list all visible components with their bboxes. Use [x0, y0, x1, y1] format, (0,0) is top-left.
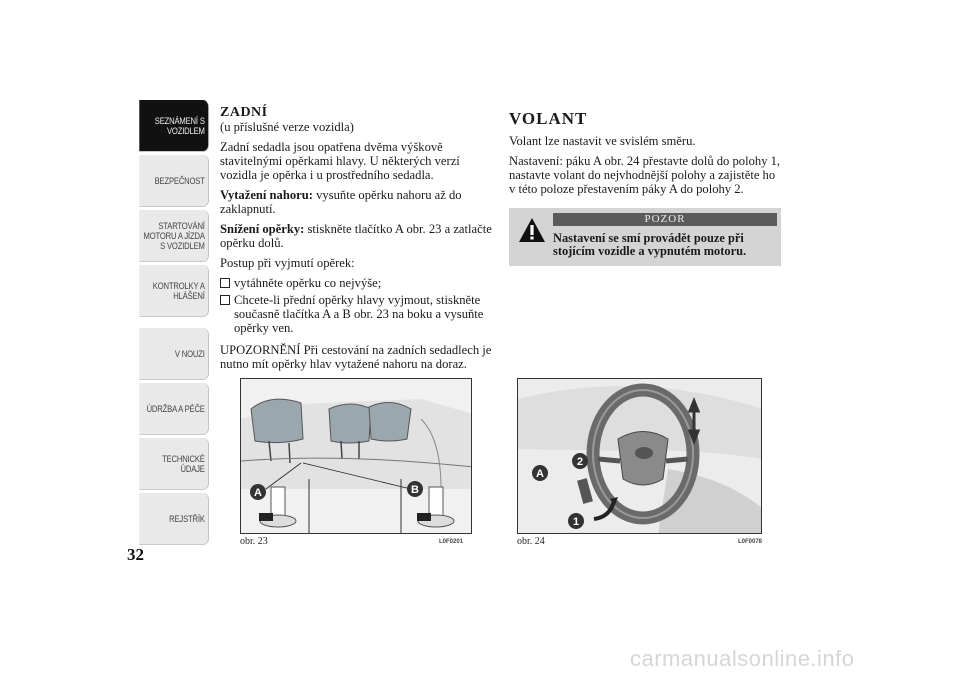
- tab-rejstrik[interactable]: [139, 493, 209, 545]
- figure-label-a: A: [254, 487, 262, 499]
- tab-v-nouzi[interactable]: [139, 328, 209, 380]
- steering-wheel-illustration: [518, 379, 762, 534]
- list-item-text: Chcete-li přední opěrky hlavy vyjmout, stiskněte současně tlačítka A a B obr. 23 na boku a vysuňte opěrky ven.: [234, 293, 484, 335]
- headrests-illustration: [241, 379, 472, 534]
- figure-label-a: A: [536, 468, 544, 480]
- section-heading-volant: VOLANT: [509, 109, 588, 128]
- left-column: [220, 106, 495, 377]
- tab-label: BEZPEČNOST: [154, 175, 205, 186]
- figure-caption-23: obr. 23: [240, 536, 268, 547]
- checkbox-icon: [220, 278, 230, 288]
- tab-startovani[interactable]: [139, 210, 209, 262]
- lower-paragraph: [220, 222, 495, 250]
- figure-caption-24: obr. 24: [517, 536, 545, 547]
- tab-label: REJSTŘÍK: [169, 513, 205, 524]
- tab-bezpecnost[interactable]: [139, 155, 209, 207]
- warning-triangle-icon: [518, 217, 546, 243]
- warning-title: POZOR: [553, 213, 777, 226]
- watermark: carmanualsonline.info: [630, 646, 855, 671]
- intro-paragraph: Zadní sedadla jsou opatřena dvěma výškově stavitelnými opěrkami hlavy. U některých verzí vozidla je opěrka i u prostředního sedadla.: [220, 140, 460, 182]
- warning-text: Nastavení se smí provádět pouze při stojícím vozidle a vypnutém motoru.: [553, 231, 747, 258]
- tab-udrzba[interactable]: [139, 383, 209, 435]
- lower-label: Snížení opěrky:: [220, 222, 305, 236]
- checkbox-icon: [220, 295, 230, 305]
- figure-label-1: 1: [572, 516, 580, 528]
- figure-code-23: L0F0201: [439, 539, 464, 545]
- list-item: [220, 293, 495, 335]
- figure-label-b: B: [411, 484, 419, 496]
- raise-text: vysuňte opěrku nahoru až do zaklapnutí.: [220, 188, 462, 216]
- list-item-text: vytáhněte opěrku co nejvýše;: [234, 276, 382, 290]
- raise-paragraph: [220, 188, 495, 216]
- tab-seznameni[interactable]: [139, 100, 209, 152]
- tab-label: SEZNÁMENÍ S VOZIDLEM: [154, 115, 205, 136]
- figure-steering-wheel: [517, 378, 762, 534]
- tab-label: TECHNICKÉ ÚDAJE: [162, 453, 205, 474]
- tab-label: ÚDRŽBA A PÉČE: [146, 403, 205, 414]
- raise-label: Vytažení nahoru:: [220, 188, 313, 202]
- section-heading-zadni: ZADNÍ: [220, 105, 268, 120]
- tab-kontrolky[interactable]: [139, 265, 209, 317]
- volant-paragraph-2: Nastavení: páku A obr. 24 přestavte dolů do polohy 1, nastavte volant do nejvhodnější polohy a zajistěte ho v této poloze přestavením páky A do polohy 2.: [509, 154, 781, 196]
- list-item: [220, 276, 495, 290]
- tab-technicke[interactable]: [139, 438, 209, 490]
- figure-headrests: [240, 378, 472, 534]
- figure-label-2: 2: [576, 456, 584, 468]
- removal-intro: Postup při vyjmutí opěrek:: [220, 256, 355, 270]
- right-column: [509, 109, 781, 202]
- tab-label: V NOUZI: [174, 348, 205, 359]
- figure-code-24: L0F0078: [738, 539, 763, 545]
- page-number: 32: [127, 545, 144, 564]
- tab-label: STARTOVÁNÍ MOTORU A JÍZDA S VOZIDLEM: [143, 220, 205, 251]
- warning-box: [509, 208, 781, 266]
- tab-label: KONTROLKY A HLÁŠENÍ: [152, 280, 205, 301]
- lower-text: stiskněte tlačítko A obr. 23 a zatlačte opěrku dolů.: [220, 222, 492, 250]
- subheading: (u příslušné verze vozidla): [220, 120, 354, 134]
- volant-paragraph-1: Volant lze nastavit ve svislém směru.: [509, 134, 696, 148]
- note-paragraph: UPOZORNĚNÍ Při cestování na zadních sedadlech je nutno mít opěrky hlav vytažené nahoru na doraz.: [220, 343, 492, 371]
